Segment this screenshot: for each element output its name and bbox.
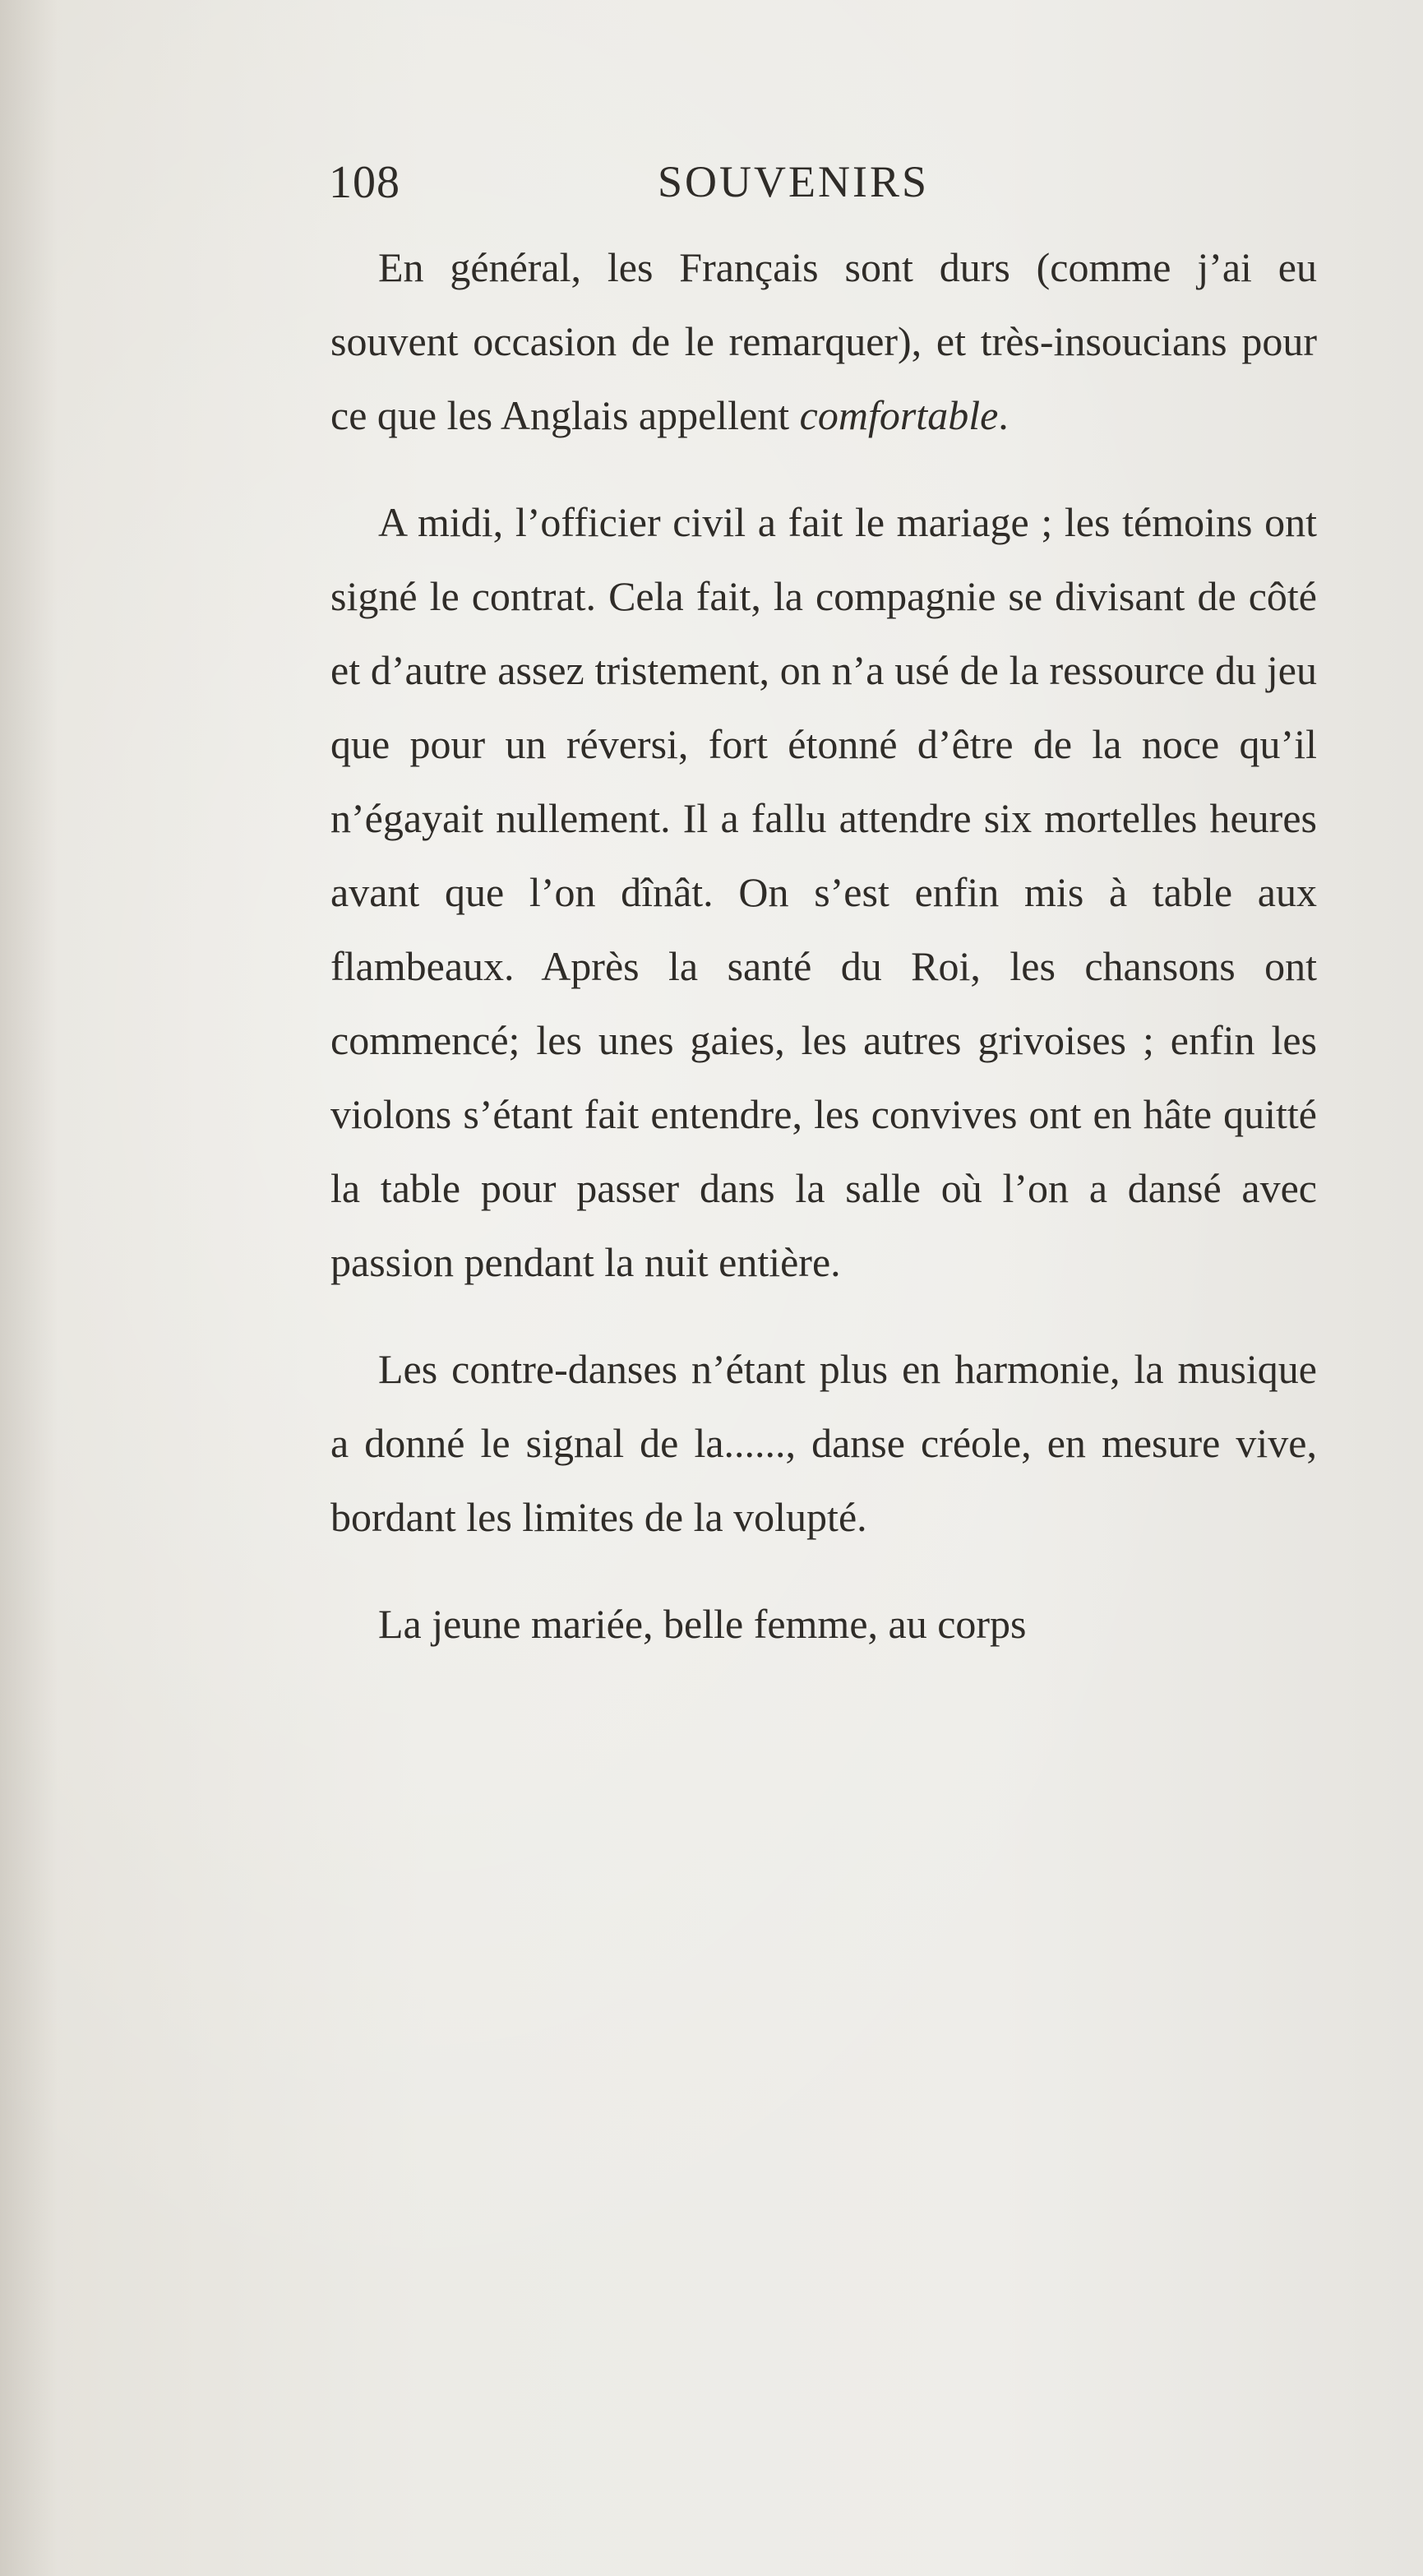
page-header — [329, 156, 970, 222]
paragraph-1-text: En général, les Français sont durs (comme j’ai eu souvent occasion de le remarquer), et très-insoucians pour ce que les Anglais appellent — [330, 244, 1317, 438]
paragraph-1-italic: comfortable — [799, 392, 999, 438]
body-text — [330, 230, 1317, 1661]
paragraph-2 — [330, 485, 1317, 1299]
paragraph-1 — [330, 230, 1317, 452]
paragraph-4-text: La jeune mariée, belle femme, au corps — [378, 1601, 1027, 1647]
gutter-shadow — [0, 0, 58, 2576]
paragraph-2-text: A midi, l’officier civil a fait le mariage ; les témoins ont signé le contrat. Cela fait, la compagnie se divisant de côté et d’autre assez tristement, on n’a usé de la ressource du jeu que pour un réversi, fort étonné d’être de la noce qu’il n’égayait nullement. Il a fallu attendre six mortelles heures avant que l’on dînât. On s’est enfin mis à table aux flambeaux. Après la santé du Roi, les chansons ont commencé; les unes gaies, les autres grivoises ; enfin les violons s’étant fait entendre, les convives ont en hâte quitté la table pour passer dans la salle où l’on a dansé avec passion pendant la nuit entière. — [330, 499, 1317, 1285]
paragraph-3-text: Les contre-danses n’étant plus en harmonie, la musique a donné le signal de la......, danse créole, en mesure vive, bordant les limites de la volupté. — [330, 1346, 1317, 1540]
page-number: 108 — [329, 157, 400, 208]
paragraph-3 — [330, 1332, 1317, 1554]
running-head: SOUVENIRS — [658, 157, 930, 206]
paragraph-1-end: . — [998, 392, 1009, 438]
paragraph-4 — [330, 1587, 1317, 1661]
